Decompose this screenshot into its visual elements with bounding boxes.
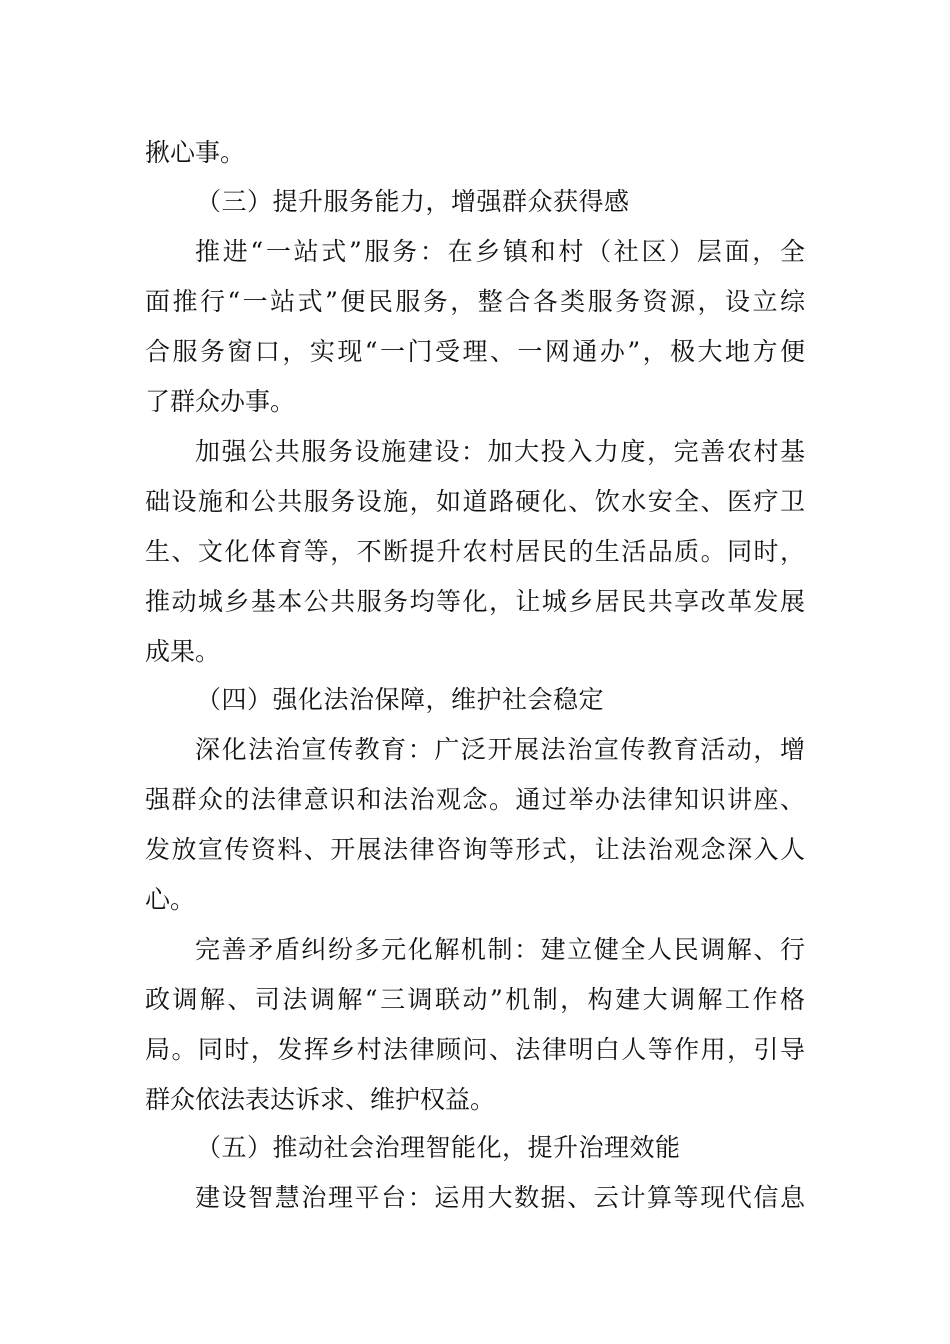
paragraph-line: 推进“一站式”服务：在乡镇和村（社区）层面，全: [195, 237, 805, 266]
paragraph-line: 群众依法表达诉求、维护权益。: [145, 1085, 496, 1114]
paragraph-line: 完善矛盾纠纷多元化解机制：建立健全人民调解、行: [195, 935, 805, 964]
paragraph-line: 深化法治宣传教育：广泛开展法治宣传教育活动，增: [195, 735, 805, 764]
paragraph-continuation: 揪心事。: [145, 138, 246, 167]
paragraph-line: 政调解、司法调解“三调联动”机制，构建大调解工作格: [145, 985, 805, 1014]
paragraph-line: 合服务窗口，实现“一门受理、一网通办”，极大地方便: [145, 337, 805, 366]
paragraph-line: 局。同时，发挥乡村法律顾问、法律明白人等作用，引导: [145, 1035, 805, 1064]
section-heading-5: （五）推动社会治理智能化，提升治理效能: [196, 1133, 681, 1162]
paragraph-line: 成果。: [145, 637, 221, 666]
paragraph-line: 础设施和公共服务设施，如道路硬化、饮水安全、医疗卫: [145, 487, 805, 516]
section-heading-4: （四）强化法治保障，维护社会稳定: [196, 685, 605, 714]
paragraph-line: 发放宣传资料、开展法律咨询等形式，让法治观念深入人: [145, 835, 805, 864]
paragraph-line: 建设智慧治理平台：运用大数据、云计算等现代信息: [195, 1183, 805, 1212]
paragraph-line: 加强公共服务设施建设：加大投入力度，完善农村基: [195, 437, 805, 466]
paragraph-line: 面推行“一站式”便民服务，整合各类服务资源，设立综: [145, 287, 805, 316]
paragraph-line: 生、文化体育等，不断提升农村居民的生活品质。同时，: [145, 537, 805, 566]
paragraph-line: 心。: [145, 885, 196, 914]
paragraph-line: 强群众的法律意识和法治观念。通过举办法律知识讲座、: [145, 785, 805, 814]
section-heading-3: （三）提升服务能力，增强群众获得感: [196, 187, 630, 216]
paragraph-line: 推动城乡基本公共服务均等化，让城乡居民共享改革发展: [145, 587, 805, 616]
paragraph-line: 了群众办事。: [145, 387, 296, 416]
